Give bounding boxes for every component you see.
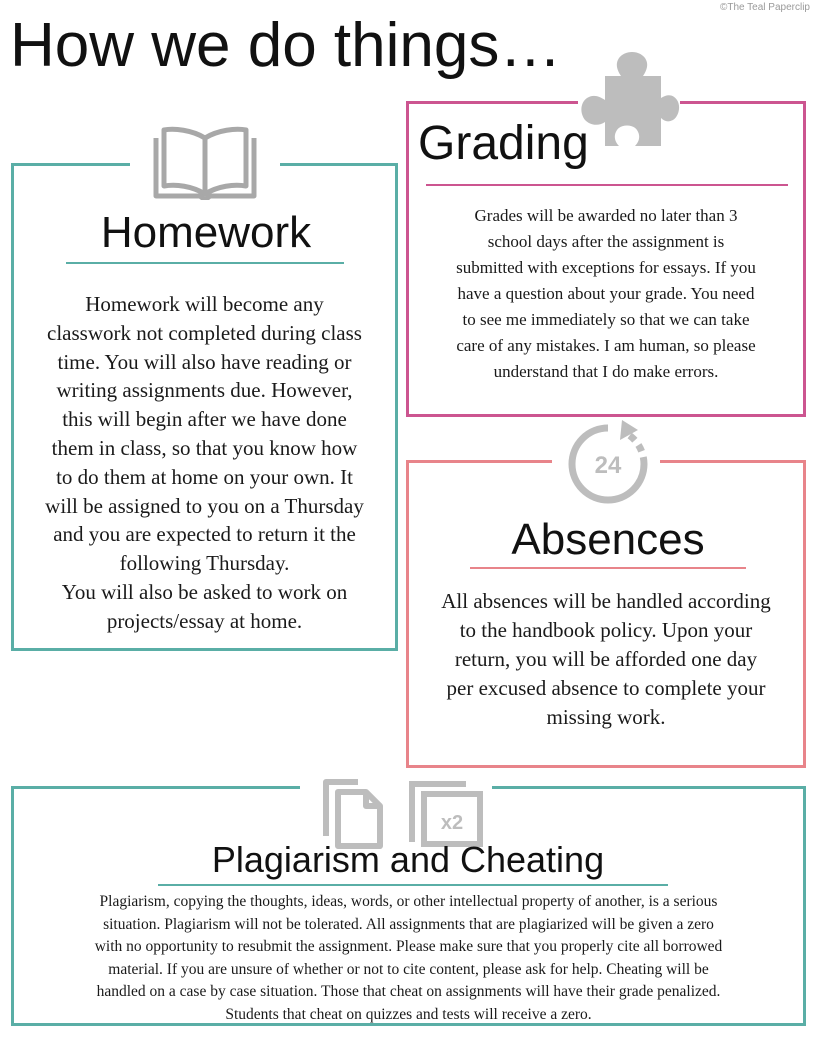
homework-line: classwork not completed during class <box>47 320 362 345</box>
grading-line: have a question about your grade. You need <box>457 284 755 303</box>
open-book-icon <box>152 124 258 200</box>
grading-title: Grading <box>418 117 589 170</box>
homework-line: and you are expected to return it the <box>53 522 356 547</box>
homework-body <box>16 290 393 636</box>
24-hour-clock-icon <box>562 418 654 508</box>
grading-line: care of any mistakes. I am human, so please <box>456 336 756 355</box>
plagiarism-title: Plagiarism and Cheating <box>211 839 605 880</box>
absences-title-rule <box>470 567 746 569</box>
grading-line: understand that I do make errors. <box>493 362 719 381</box>
plagiarism-body <box>16 891 801 1026</box>
plagiarism-title-rule <box>158 884 668 886</box>
absences-body <box>410 587 802 732</box>
copyright-notice: ©The Teal Paperclip <box>719 2 810 13</box>
grading-line: to see me immediately so that we can take <box>462 310 750 329</box>
homework-line: Homework will become any <box>85 292 324 316</box>
plagiarism-line: material. If you are unsure of whether or not to cite content, please ask for help. Cheating will be <box>108 960 709 978</box>
homework-line: will be assigned to you on a Thursday <box>45 493 364 518</box>
absences-line: per excused absence to complete your <box>446 676 766 700</box>
absences-title: Absences <box>511 515 705 564</box>
homework-line: You will also be asked to work on <box>61 579 348 604</box>
grading-line: submitted with exceptions for essays. If you <box>456 258 756 277</box>
absences-line: missing work. <box>546 705 666 729</box>
plagiarism-line: handled on a case by case situation. Those that cheat on assignments will have their grade penalized. <box>96 983 721 1000</box>
homework-line: following Thursday. <box>119 551 290 576</box>
plagiarism-line: with no opportunity to resubmit the assignment. Please make sure that you properly cite all borrowed <box>94 938 723 955</box>
plagiarism-line: situation. Plagiarism will not be tolerated. All assignments that are plagiarized will be given a zero <box>103 915 714 933</box>
absences-line: All absences will be handled according <box>441 589 771 613</box>
homework-line: to do them at home on your own. It <box>56 464 353 489</box>
page-title: How we do things… <box>10 11 562 80</box>
homework-title: Homework <box>100 208 312 257</box>
grading-title-rule <box>426 184 788 186</box>
homework-line: time. You will also have reading or <box>57 349 352 374</box>
absences-line: to the handbook policy. Upon your <box>459 618 753 642</box>
homework-title-rule <box>66 262 344 264</box>
plagiarism-line: Students that cheat on quizzes and tests will receive a zero. <box>225 1005 592 1023</box>
plagiarism-line: Plagiarism, copying the thoughts, ideas, words, or other intellectual property of another, is a serious <box>99 893 718 910</box>
homework-line: this will begin after we have done <box>62 407 347 432</box>
homework-line: projects/essay at home. <box>106 608 303 633</box>
grading-body <box>410 203 802 385</box>
duplicate-x2-label: x2 <box>440 812 464 834</box>
grading-line: school days after the assignment is <box>487 232 725 251</box>
24-hour-clock-label: 24 <box>594 452 622 479</box>
homework-line: them in class, so that you know how <box>51 435 358 460</box>
homework-line: writing assignments due. However, <box>56 378 353 403</box>
absences-line: return, you will be afforded one day <box>454 647 758 671</box>
grading-line: Grades will be awarded no later than 3 <box>474 206 738 225</box>
